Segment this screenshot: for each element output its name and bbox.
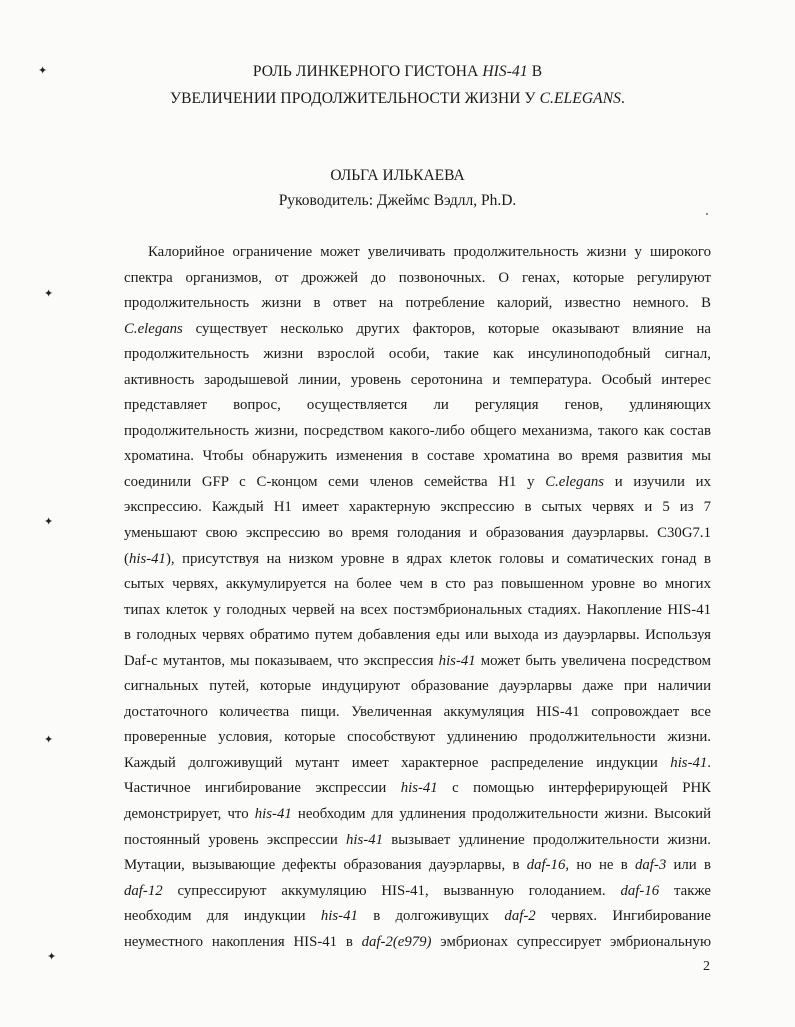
body-line: достаточного количества пищи. Увеличенная аккумуляция HIS-41 сопровождает все bbox=[124, 703, 711, 720]
body-line: (his-41), присутствуя на низком уровне в ядрах клеток головы и соматических гонад в bbox=[124, 550, 711, 567]
body-line: проверенные условия, которые способствуют удлинению продолжительности жизни. bbox=[124, 729, 711, 746]
body-line: Мутации, вызывающие дефекты образования дауэрларвы, в daf-16, но не в daf-3 или в bbox=[124, 857, 711, 874]
body-line: в голодных червях обратимо путем добавления еды или выхода из дауэрларвы. Используя bbox=[124, 627, 711, 644]
author-name: ОЛЬГА ИЛЬКАЕВА bbox=[330, 167, 465, 184]
body-line: daf-12 супрессируют аккумуляцию HIS-41, вызванную голоданием. daf-16 также bbox=[124, 882, 711, 899]
body-line: спектра организмов, от дрожжей до позвоночных. О генах, которые регулируют bbox=[124, 269, 711, 286]
supervisor: Руководитель: Джеймс Вэдлл, Ph.D. bbox=[278, 192, 517, 209]
body-line: продолжительность жизни, посредством какого-либо общего механизма, такого как состав bbox=[124, 422, 711, 439]
scan-speck bbox=[706, 213, 708, 215]
body-line: экспрессию. Каждый H1 имеет характерную экспрессию в сытых червях и 5 из 7 bbox=[124, 499, 711, 516]
body-line: типах клеток у голодных червей на всех постэмбриональных стадиях. Накопление HIS-41 bbox=[124, 601, 711, 618]
body-line: Частичное ингибирование экспрессии his-41 с помощью интерферирующей РНК bbox=[124, 780, 711, 797]
body-line: сигнальных путей, которые индуцируют образование дауэрларвы даже при наличии bbox=[124, 678, 711, 695]
page-number: 2 bbox=[703, 959, 710, 974]
body-line: представляет вопрос, осуществляется ли регуляция генов, удлиняющих bbox=[124, 397, 711, 414]
punch-mark: ✦ bbox=[38, 65, 48, 77]
title-line-1: РОЛЬ ЛИНКЕРНОГО ГИСТОНА HIS-41 В bbox=[252, 63, 543, 80]
body-line: уменьшают свою экспрессию во время голодания и образования дауэрларвы. C30G7.1 bbox=[124, 525, 711, 542]
punch-mark: ✦ bbox=[44, 288, 54, 300]
body-line: демонстрирует, что his-41 необходим для удлинения продолжительности жизни. Высокий bbox=[124, 806, 711, 823]
body-line: неуместного накопления HIS-41 в daf-2(e979) эмбрионах супрессирует эмбриональную bbox=[124, 933, 712, 950]
body-line: продолжительность жизни взрослой особи, такие как инсулиноподобный сигнал, bbox=[124, 346, 711, 363]
punch-mark: ✦ bbox=[47, 951, 57, 963]
body-line: хроматина. Чтобы обнаружить изменения в составе хроматина во время развития мы bbox=[124, 448, 711, 465]
abstract-body bbox=[124, 240, 711, 955]
body-line: Калорийное ограничение может увеличивать продолжительность жизни у широкого bbox=[148, 244, 711, 260]
body-line: Каждый долгоживущий мутант имеет характерное распределение индукции his-41. bbox=[124, 754, 711, 771]
body-line: Daf-c мутантов, мы показываем, что экспрессия his-41 может быть увеличена посредством bbox=[124, 652, 711, 669]
body-line: продолжительность жизни в ответ на потребление калорий, известно немного. В bbox=[124, 295, 711, 312]
body-line: активность зародышевой линии, уровень серотонина и температура. Особый интерес bbox=[124, 371, 711, 388]
punch-mark: ✦ bbox=[44, 734, 54, 746]
body-line: сытых червях, аккумулируется на более чем в сто раз повышенном уровне во многих bbox=[124, 576, 711, 593]
body-line: необходим для индукции his-41 в долгоживущих daf-2 червях. Ингибирование bbox=[124, 908, 712, 925]
punch-mark: ✦ bbox=[44, 516, 54, 528]
body-line: C.elegans существует несколько других факторов, которые оказывают влияние на bbox=[124, 320, 711, 337]
body-line: соединили GFP с С-концом семи членов семейства H1 у C.elegans и изучили их bbox=[124, 473, 711, 490]
title-line-2: УВЕЛИЧЕНИИ ПРОДОЛЖИТЕЛЬНОСТИ ЖИЗНИ У C.ELEGANS. bbox=[170, 90, 625, 107]
body-line: постоянный уровень экспрессии his-41 вызывает удлинение продолжительности жизни. bbox=[124, 831, 711, 848]
